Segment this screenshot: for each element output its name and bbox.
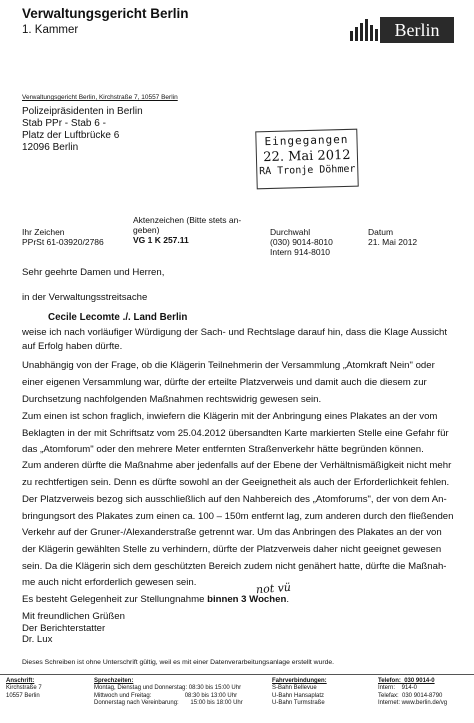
- body-line: sein. Da die Klägerin sich dem geschützten Bereich zudem nicht genähert hatte, dürfte die Maßnah-: [22, 561, 447, 572]
- body-line: Zum einen ist schon fraglich, inwiefern die Klägerin mit der Anbringung eines Plakates an der vom: [22, 411, 438, 422]
- deadline-suffix: .: [286, 594, 289, 605]
- phone-value: (030) 9014-8010: [270, 237, 333, 247]
- body-line: der Klägerin gewählten Stelle zu verhindern, dürfte der Platzverweis daher nicht geeignet gewesen: [22, 544, 442, 555]
- footer-hours-head: Sprechzeiten:: [94, 678, 134, 684]
- footer-transport-line: S-Bahn Bellevue: [272, 685, 317, 692]
- your-ref-value: PPrSt 61-03920/2786: [22, 237, 104, 247]
- deadline-sentence: [22, 594, 289, 606]
- recipient-line: Polizeipräsidenten in Berlin: [22, 106, 143, 117]
- stamp-title: Eingegangen: [264, 132, 349, 149]
- footer-hours: [94, 678, 243, 708]
- footer-address-line: Kirchstraße 7: [6, 685, 42, 692]
- recipient-address: [22, 106, 143, 154]
- footer-transport-line: U-Bahn Turmstraße: [272, 700, 325, 707]
- body-line: Der Platzverweis bezog sich ausschließlich auf den Nahbereich des „Atomforums", der von dem An-: [22, 494, 447, 505]
- footer-hours-line: Montag, Dienstag und Donnerstag: 08:30 bis 15:00 Uhr: [94, 685, 242, 692]
- closing-line: Der Berichterstatter: [22, 622, 106, 634]
- deadline-prefix: Es besteht Gelegenheit zur Stellungnahme: [22, 594, 208, 605]
- bear-bars-icon: [350, 19, 378, 41]
- received-stamp: [255, 129, 358, 190]
- file-ref-label-cont: geben): [133, 225, 160, 235]
- body-line: Zum anderen dürfte die Maßnahme aber jedenfalls auf der Ebene der Verhältnismäßigkeit nicht mehr: [22, 460, 452, 471]
- salutation: Sehr geehrte Damen und Herren,: [22, 267, 165, 278]
- body-line: Beklagten in der mit Schriftsatz vom 25.04.2012 übersandten Karte markierten Stelle eine Gefahr für: [22, 428, 449, 439]
- recipient-line: Stab PPr - Stab 6 -: [22, 118, 106, 129]
- date-reference: [368, 227, 417, 247]
- date-label: Datum: [368, 227, 394, 237]
- body-line: me auch nicht erforderlich gewesen sein.: [22, 577, 197, 588]
- phone-label: Durchwahl: [270, 227, 311, 237]
- footer-hours-line: Mittwoch und Freitag: 08:30 bis 13:00 Uhr: [94, 692, 238, 699]
- footer-address-line: 10557 Berlin: [6, 692, 40, 699]
- handwritten-note: not vü: [255, 580, 292, 597]
- deadline-period: binnen 3 Wochen: [207, 594, 287, 605]
- file-ref-label: Aktenzeichen (Bitte stets an-: [133, 215, 242, 225]
- phone-internal: Intern 914-8010: [270, 247, 331, 257]
- body-line: Durchsetzung nachfolgenden Maßnahmen rechtswidrig gewesen sein.: [22, 394, 322, 405]
- footer-address-head: Anschrift:: [6, 678, 35, 684]
- stamp-date: 22. Mai 2012: [263, 147, 351, 166]
- case-name: Cecile Lecomte ./. Land Berlin: [48, 312, 188, 323]
- berlin-logo: [350, 17, 454, 43]
- your-reference: [22, 227, 104, 247]
- footer-hours-line: Donnerstag nach Vereinbarung: 15:00 bis 18:00 Uhr: [94, 700, 243, 707]
- closing-line: Dr. Lux: [22, 634, 53, 645]
- footer-contact: [378, 678, 447, 708]
- sender-line: Verwaltungsgericht Berlin, Kirchstraße 7, 10557 Berlin: [22, 94, 178, 101]
- footer-transport-head: Fahrverbindungen:: [272, 678, 327, 684]
- letter-footer: [0, 674, 474, 723]
- file-reference: [133, 215, 241, 245]
- closing-block: [22, 611, 125, 646]
- footer-address: [6, 678, 42, 700]
- body-line: bringungsort des Plakates zum einen ca. 100 – 150m entfernt lag, zum anderen durch den fließenden: [22, 511, 454, 522]
- stamp-office: RA Tronje Döhmer: [259, 163, 356, 178]
- date-value: 21. Mai 2012: [368, 237, 418, 247]
- chamber-name: 1. Kammer: [22, 24, 79, 36]
- footer-contact-line: Intern: 914-0: [378, 685, 418, 692]
- footer-transport: [272, 678, 327, 708]
- validity-note: Dieses Schreiben ist ohne Unterschrift gültig, weil es mit einer Datenverarbeitungsanlage erstellt wurde.: [22, 659, 335, 666]
- footer-contact-head: Telefon: 030 9014-0: [378, 678, 435, 684]
- body-line: Verkehr auf der Gruner-/Alexanderstraße getrennt war. Um das Anbringen des Plakates an der von: [22, 527, 442, 538]
- court-name: Verwaltungsgericht Berlin: [22, 6, 189, 21]
- body-line: das „Atomforum" oder den mehrere Meter entfernten Straßenverkehr hätte begründen können.: [22, 444, 424, 455]
- recipient-line: Platz der Luftbrücke 6: [22, 130, 120, 141]
- recipient-line: 12096 Berlin: [22, 142, 79, 153]
- phone-reference: [270, 227, 333, 257]
- body-line: zu rechtfertigen sein. Denn es dürfte sowohl an der Geeignetheit als auch der Erforderlichkeit fehlen.: [22, 477, 450, 488]
- your-ref-label: Ihr Zeichen: [22, 227, 65, 237]
- file-ref-value: VG 1 K 257.11: [133, 235, 189, 245]
- case-intro: in der Verwaltungsstreitsache: [22, 292, 148, 303]
- footer-contact-line: Internet: www.berlin.de/vg: [378, 700, 448, 707]
- closing-line: Mit freundlichen Grüßen: [22, 611, 125, 622]
- body-line: weise ich nach vorläufiger Würdigung der Sach- und Rechtslage darauf hin, dass die Klage Aussicht: [22, 327, 448, 338]
- footer-transport-line: U-Bahn Hansaplatz: [272, 692, 325, 699]
- footer-contact-line: Telefax: 030 9014-8790: [378, 692, 443, 699]
- body-line: auf Erfolg haben dürfte.: [22, 341, 123, 352]
- body-line: einer eigenen Versammlung war, dürfte der erteilte Platzverweis und damit auch die diesem zur: [22, 377, 427, 388]
- logo-text: Berlin: [380, 17, 454, 43]
- body-line: Unabhängig von der Frage, ob die Klägerin Teilnehmerin der Versammlung „Atomkraft Nein" oder: [22, 360, 435, 371]
